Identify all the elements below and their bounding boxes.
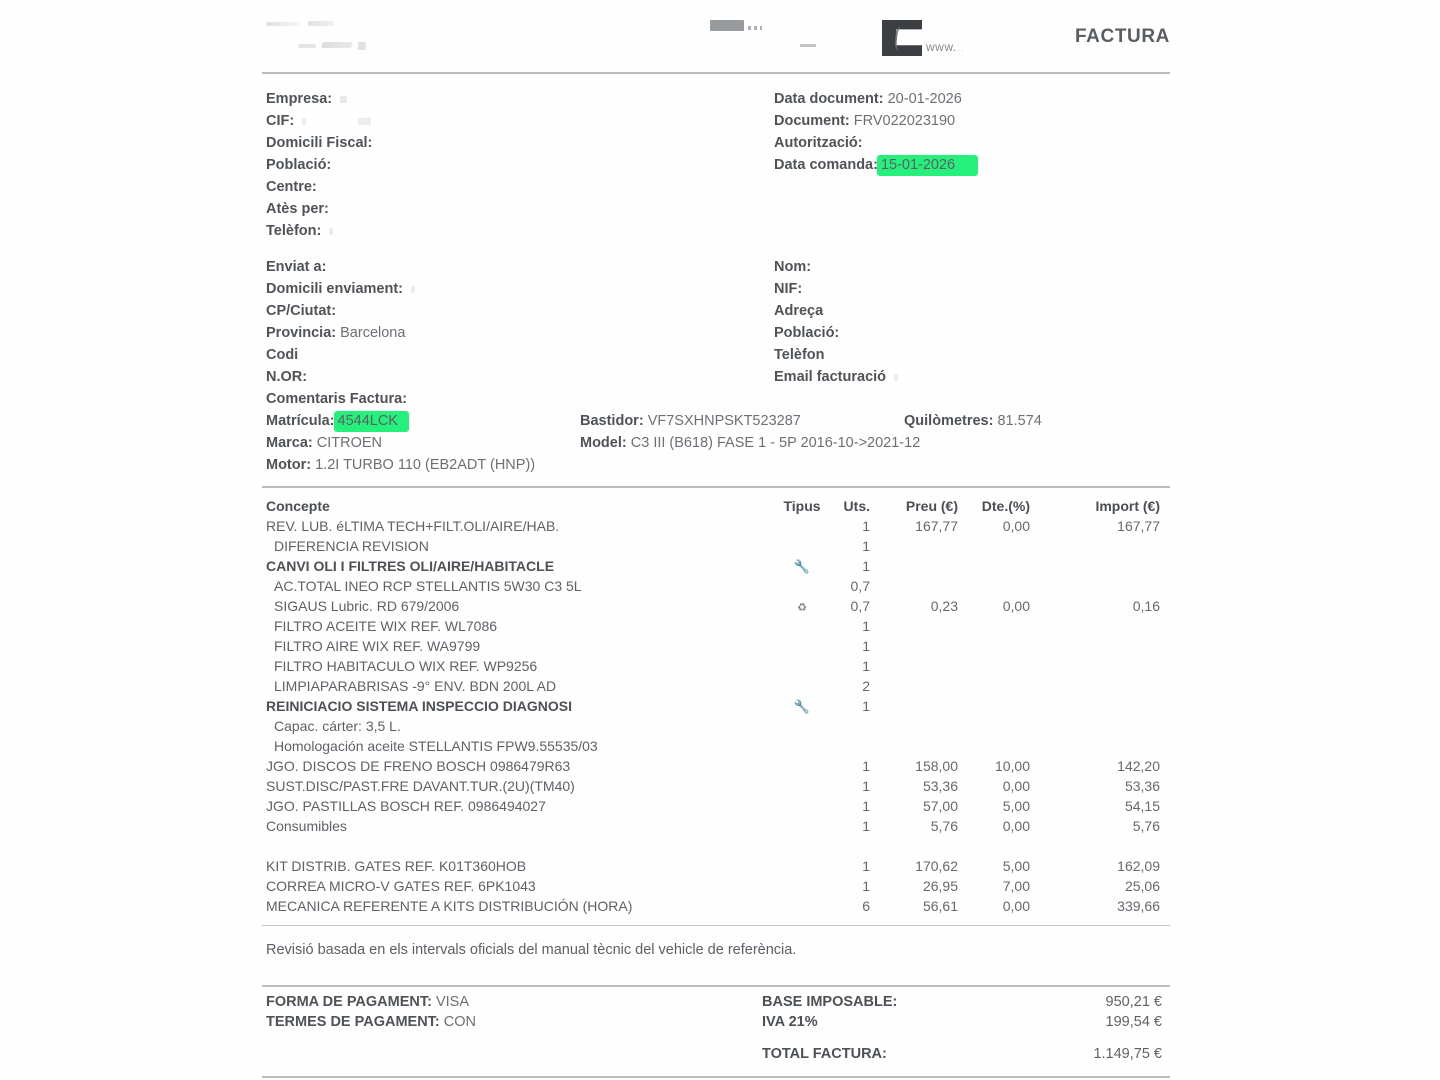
cp-ciutat-label: CP/Ciutat: — [266, 303, 337, 319]
table-row — [262, 596, 1170, 616]
cell-import: 162,09 — [1117, 858, 1160, 874]
cell-uts: 0,7 — [850, 598, 870, 614]
data-comanda-row — [774, 154, 1170, 176]
comentaris-factura-label: Comentaris Factura: — [266, 391, 408, 407]
seller-cif-row — [266, 110, 766, 132]
table-row — [262, 736, 1170, 756]
data-document-label: Data document: — [774, 91, 884, 107]
table-row — [262, 876, 1170, 896]
cell-concepte: Homologación aceite STELLANTIS FPW9.55535/03 — [274, 738, 598, 754]
termes-pagament-value: CON — [443, 1014, 477, 1030]
document-number-row — [774, 110, 1170, 132]
table-row — [262, 536, 1170, 556]
comentaris-factura-row — [266, 388, 766, 410]
model-row — [580, 432, 921, 454]
seller-empresa-label: Empresa: — [266, 91, 333, 107]
redacted-cif-value-a — [302, 118, 306, 125]
cell-uts: 1 — [862, 758, 870, 774]
codi-row — [266, 344, 766, 366]
wrench-icon-glyph: 🔧 — [793, 559, 811, 574]
table-row — [262, 836, 1170, 856]
forma-pagament-value: VISA — [435, 994, 470, 1010]
cell-uts: 6 — [862, 898, 870, 914]
cell-preu: 167,77 — [915, 518, 958, 534]
header-tipus: Tipus — [783, 498, 821, 514]
cell-uts: 1 — [862, 658, 870, 674]
customer-nif-label: NIF: — [774, 281, 803, 297]
cell-dte: 5,00 — [1002, 858, 1030, 874]
seller-domicili-row — [266, 132, 766, 154]
cell-preu: 57,00 — [922, 798, 958, 814]
cell-preu: 158,00 — [915, 758, 958, 774]
marca-label: Marca: — [266, 435, 313, 451]
cell-uts: 1 — [862, 698, 870, 714]
redacted-cif-value-b — [358, 118, 371, 125]
header-dte: Dte.(%) — [981, 498, 1030, 514]
marca-row — [266, 432, 586, 454]
vehicle-left-col — [266, 410, 586, 476]
table-row — [262, 896, 1170, 916]
seller-info — [266, 88, 766, 242]
data-comanda-label: Data comanda: — [774, 157, 878, 173]
seller-domicili-label: Domicili Fiscal: — [266, 135, 373, 151]
nor-row — [266, 366, 766, 388]
table-row — [262, 656, 1170, 676]
cell-import: 25,06 — [1124, 878, 1160, 894]
footer-divider — [262, 1076, 1170, 1078]
cell-concepte: KIT DISTRIB. GATES REF. K01T360HOB — [266, 858, 527, 874]
seller-centre-row — [266, 176, 766, 198]
cell-dte: 0,00 — [1002, 898, 1030, 914]
line-items-table — [262, 496, 1170, 916]
total-factura-label: TOTAL FACTURA: — [762, 1046, 887, 1062]
table-row — [262, 516, 1170, 536]
bastidor-value: VF7SXHNPSKT523287 — [647, 413, 801, 429]
secondary-logo-icon — [710, 18, 770, 40]
cell-uts: 2 — [862, 678, 870, 694]
table-row — [262, 776, 1170, 796]
cell-preu: 170,62 — [915, 858, 958, 874]
table-bottom-divider — [262, 925, 1170, 926]
base-imposable-label: BASE IMPOSABLE: — [762, 994, 898, 1010]
cell-concepte: Capac. cárter: 3,5 L. — [274, 718, 401, 734]
data-document-value: 20-01-2026 — [887, 91, 962, 107]
cell-import: 167,77 — [1117, 518, 1160, 534]
motor-value: 1.2I TURBO 110 (EB2ADT (HNP)) — [315, 457, 536, 473]
cell-uts: 1 — [862, 638, 870, 654]
customer-poblacio-row — [774, 322, 1170, 344]
wrench-icon — [782, 556, 822, 577]
totals-top-divider — [262, 985, 1170, 987]
redacted-email-value — [894, 374, 898, 381]
cell-import: 53,36 — [1124, 778, 1160, 794]
cell-dte: 7,00 — [1002, 878, 1030, 894]
cell-preu: 56,61 — [922, 898, 958, 914]
seller-poblacio-row — [266, 154, 766, 176]
customer-info — [774, 256, 1170, 388]
termes-pagament-row — [266, 1014, 476, 1030]
wrench-icon — [782, 696, 822, 717]
seller-ates-per-row — [266, 198, 766, 220]
tertiary-mark-icon — [800, 44, 816, 47]
page-title: FACTURA — [1075, 26, 1170, 47]
redacted-empresa-value — [340, 96, 347, 103]
customer-email-label: Email facturació — [774, 369, 887, 385]
forma-pagament-row — [266, 994, 469, 1010]
recycle-icon-glyph: ♻ — [797, 602, 807, 614]
redacted-telefon-value — [329, 228, 333, 235]
cell-concepte: DIFERENCIA REVISION — [274, 538, 429, 554]
vehicle-right-col — [904, 410, 1170, 432]
seller-telefon-label: Telèfon: — [266, 223, 322, 239]
termes-pagament-label: TERMES DE PAGAMENT: — [266, 1014, 440, 1030]
cell-concepte: FILTRO HABITACULO WIX REF. WP9256 — [274, 658, 538, 674]
seller-cif-label: CIF: — [266, 113, 295, 129]
matricula-value-highlighted: 4544LCK — [335, 412, 408, 431]
brand-website-text: www. — [926, 40, 957, 54]
cell-dte: 0,00 — [1002, 518, 1030, 534]
table-row — [262, 576, 1170, 596]
seller-telefon-row — [266, 220, 766, 242]
model-value: C3 III (B618) FASE 1 - 5P 2016-10->2021-12 — [630, 435, 921, 451]
forma-pagament-label: FORMA DE PAGAMENT: — [266, 994, 432, 1010]
cell-preu: 5,76 — [930, 818, 958, 834]
invoice-header — [262, 0, 1170, 72]
cell-concepte: FILTRO AIRE WIX REF. WA9799 — [274, 638, 481, 654]
document-number-label: Document: — [774, 113, 850, 129]
table-header-row — [262, 496, 1170, 516]
document-meta — [774, 88, 1170, 176]
provincia-label: Provincia: — [266, 325, 337, 341]
table-row — [262, 676, 1170, 696]
autoritzacio-row — [774, 132, 1170, 154]
quilometres-value: 81.574 — [997, 413, 1042, 429]
cell-dte: 5,00 — [1002, 798, 1030, 814]
cell-uts: 1 — [862, 538, 870, 554]
table-row — [262, 636, 1170, 656]
total-factura-value: 1.149,75 € — [1093, 1046, 1162, 1062]
cp-ciutat-row — [266, 300, 766, 322]
header-divider — [262, 72, 1170, 74]
cell-concepte: MECANICA REFERENTE A KITS DISTRIBUCIÓN (HORA) — [266, 898, 633, 914]
vehicle-mid-col — [580, 410, 921, 454]
customer-telefon-label: Telèfon — [774, 347, 825, 363]
brand-website-tail: .. — [956, 40, 965, 54]
seller-centre-label: Centre: — [266, 179, 317, 195]
cell-uts: 1 — [862, 878, 870, 894]
invoice-sheet — [262, 0, 1170, 1080]
header-import: Import (€) — [1095, 498, 1160, 514]
table-row — [262, 556, 1170, 576]
cell-preu: 53,36 — [922, 778, 958, 794]
customer-nom-row — [774, 256, 1170, 278]
cell-uts: 1 — [862, 558, 870, 574]
header-preu: Preu (€) — [905, 498, 958, 514]
cell-concepte: FILTRO ACEITE WIX REF. WL7086 — [274, 618, 498, 634]
cell-uts: 1 — [862, 518, 870, 534]
table-top-divider — [262, 486, 1170, 488]
customer-nom-label: Nom: — [774, 259, 812, 275]
table-row — [262, 856, 1170, 876]
table-row — [262, 816, 1170, 836]
cell-uts: 0,7 — [850, 578, 870, 594]
redacted-domicili-enviament-value — [411, 286, 415, 293]
customer-telefon-row — [774, 344, 1170, 366]
customer-adreca-label: Adreça — [774, 303, 824, 319]
cell-concepte: JGO. DISCOS DE FRENO BOSCH 0986479R63 — [266, 758, 571, 774]
cell-import: 5,76 — [1132, 818, 1160, 834]
cell-uts: 1 — [862, 618, 870, 634]
base-imposable-value: 950,21 € — [1105, 994, 1162, 1010]
cell-concepte: LIMPIAPARABRISAS -9° ENV. BDN 200L AD — [274, 678, 557, 694]
cell-dte: 0,00 — [1002, 818, 1030, 834]
iva-value: 199,54 € — [1105, 1014, 1162, 1030]
matricula-row — [266, 410, 586, 432]
cell-import: 54,15 — [1124, 798, 1160, 814]
wrench-icon-glyph: 🔧 — [793, 699, 811, 714]
marca-value: CITROEN — [316, 435, 383, 451]
motor-row — [266, 454, 586, 476]
cell-import: 142,20 — [1117, 758, 1160, 774]
bastidor-label: Bastidor: — [580, 413, 644, 429]
cell-uts: 1 — [862, 798, 870, 814]
cell-import: 339,66 — [1117, 898, 1160, 914]
table-row — [262, 616, 1170, 636]
brand-logo-icon — [882, 20, 1002, 64]
data-comanda-value-highlighted: 15-01-2026 — [878, 156, 977, 175]
cell-uts: 1 — [862, 778, 870, 794]
cell-import: 0,16 — [1132, 598, 1160, 614]
bastidor-row — [580, 410, 910, 432]
revision-note: Revisió basada en els intervals oficials del manual tècnic del vehicle de referència. — [266, 942, 797, 958]
quilometres-label: Quilòmetres: — [904, 413, 994, 429]
company-logo-faded-icon — [264, 14, 374, 56]
cell-dte: 0,00 — [1002, 598, 1030, 614]
quilometres-row — [904, 410, 1170, 432]
data-document-row — [774, 88, 1170, 110]
table-row — [262, 696, 1170, 716]
cell-concepte: Consumibles — [266, 818, 347, 834]
header-concepte: Concepte — [266, 498, 330, 514]
enviat-a-row — [266, 256, 766, 278]
cell-concepte: CANVI OLI I FILTRES OLI/AIRE/HABITACLE — [266, 558, 555, 574]
seller-poblacio-label: Població: — [266, 157, 332, 173]
cell-concepte: SUST.DISC/PAST.FRE DAVANT.TUR.(2U)(TM40) — [266, 778, 575, 794]
cell-concepte: SIGAUS Lubric. RD 679/2006 — [274, 598, 460, 614]
cell-preu: 26,95 — [922, 878, 958, 894]
nor-label: N.OR: — [266, 369, 308, 385]
cell-dte: 0,00 — [1002, 778, 1030, 794]
header-uts: Uts. — [843, 498, 870, 514]
autoritzacio-label: Autorització: — [774, 135, 863, 151]
cell-uts: 1 — [862, 818, 870, 834]
matricula-label: Matrícula: — [266, 413, 335, 429]
cell-dte: 10,00 — [994, 758, 1030, 774]
table-row — [262, 716, 1170, 736]
iva-label: IVA 21% — [762, 1014, 818, 1030]
seller-ates-per-label: Atès per: — [266, 201, 329, 217]
shipping-info — [266, 256, 766, 410]
domicili-enviament-label: Domicili enviament: — [266, 281, 403, 297]
table-row — [262, 796, 1170, 816]
customer-adreca-row — [774, 300, 1170, 322]
provincia-row — [266, 322, 766, 344]
cell-uts: 1 — [862, 858, 870, 874]
document-number-value: FRV022023190 — [853, 113, 956, 129]
motor-label: Motor: — [266, 457, 312, 473]
model-label: Model: — [580, 435, 627, 451]
domicili-enviament-row — [266, 278, 766, 300]
enviat-a-label: Enviat a: — [266, 259, 327, 275]
provincia-value: Barcelona — [340, 325, 406, 341]
table-body — [262, 516, 1170, 916]
cell-concepte: AC.TOTAL INEO RCP STELLANTIS 5W30 C3 5L — [274, 578, 582, 594]
cell-concepte: JGO. PASTILLAS BOSCH REF. 0986494027 — [266, 798, 546, 814]
seller-empresa-row — [266, 88, 766, 110]
table-row — [262, 756, 1170, 776]
customer-nif-row — [774, 278, 1170, 300]
cell-concepte: REINICIACIO SISTEMA INSPECCIO DIAGNOSI — [266, 698, 572, 714]
table-header — [262, 496, 1170, 516]
cell-concepte: REV. LUB. éLTIMA TECH+FILT.OLI/AIRE/HAB. — [266, 518, 560, 534]
recycle-icon — [782, 596, 822, 618]
cell-preu: 0,23 — [930, 598, 958, 614]
customer-poblacio-label: Població: — [774, 325, 840, 341]
codi-label: Codi — [266, 347, 299, 363]
customer-email-row — [774, 366, 1170, 388]
cell-concepte: CORREA MICRO-V GATES REF. 6PK1043 — [266, 878, 536, 894]
